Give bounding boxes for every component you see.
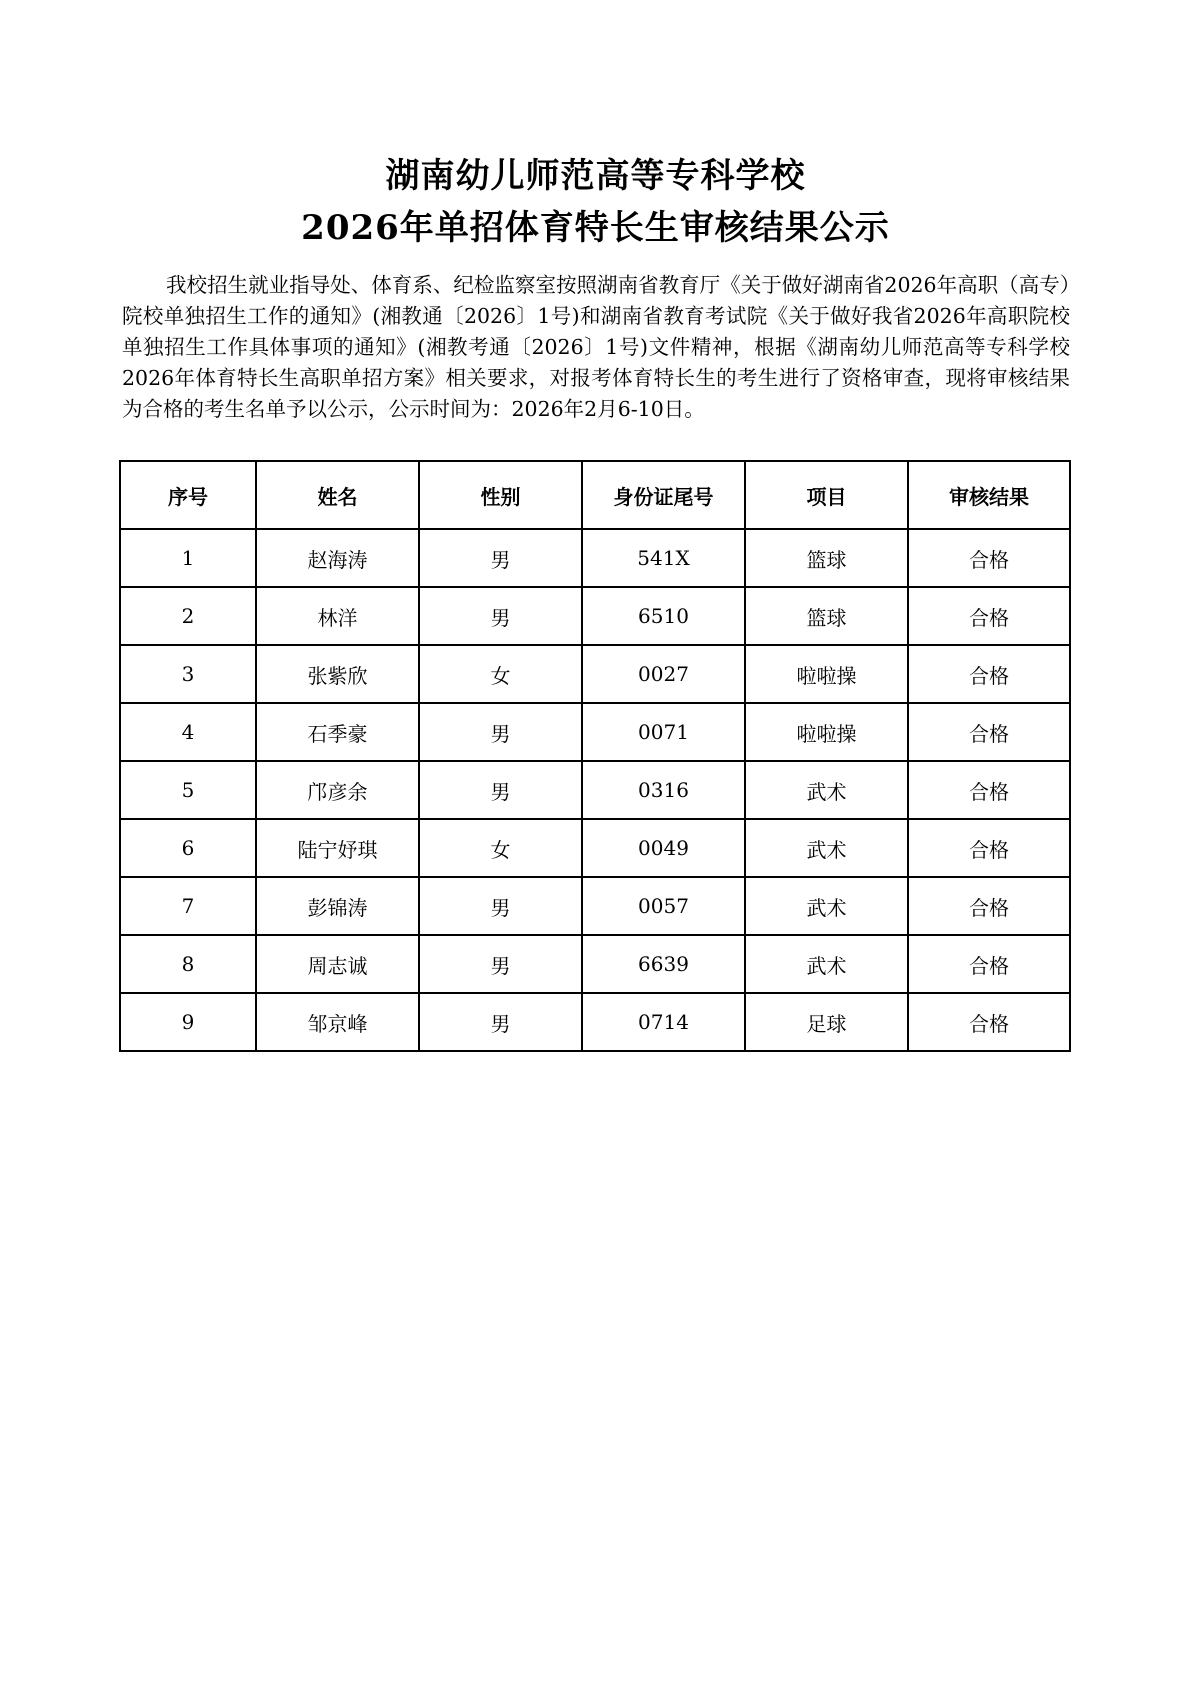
table-row xyxy=(120,587,1070,645)
cell-name: 邹京峰 xyxy=(256,993,419,1051)
cell-gender: 女 xyxy=(419,645,582,703)
cell-name: 林洋 xyxy=(256,587,419,645)
header-name: 姓名 xyxy=(256,461,419,529)
table-row xyxy=(120,703,1070,761)
cell-index: 2 xyxy=(120,587,256,645)
table-row xyxy=(120,819,1070,877)
cell-id-suffix: 0027 xyxy=(582,645,745,703)
cell-event: 足球 xyxy=(745,993,908,1051)
cell-index: 8 xyxy=(120,935,256,993)
cell-gender: 男 xyxy=(419,703,582,761)
cell-gender: 男 xyxy=(419,529,582,587)
cell-gender: 男 xyxy=(419,935,582,993)
cell-name: 赵海涛 xyxy=(256,529,419,587)
cell-id-suffix: 0049 xyxy=(582,819,745,877)
cell-id-suffix: 0714 xyxy=(582,993,745,1051)
cell-result: 合格 xyxy=(908,819,1070,877)
notice-paragraph xyxy=(122,270,1070,425)
document-title-notice: 2026年单招体育特长生审核结果公示 xyxy=(301,208,890,248)
header-event: 项目 xyxy=(745,461,908,529)
cell-index: 3 xyxy=(120,645,256,703)
cell-event: 武术 xyxy=(745,935,908,993)
header-gender: 性别 xyxy=(419,461,582,529)
cell-result: 合格 xyxy=(908,587,1070,645)
cell-event: 武术 xyxy=(745,761,908,819)
cell-result: 合格 xyxy=(908,935,1070,993)
header-index: 序号 xyxy=(120,461,256,529)
notice-text: 我校招生就业指导处、体育系、纪检监察室按照湖南省教育厅《关于做好湖南省2026年高职（高专）院校单独招生工作的通知》(湘教通〔2026〕1号)和湖南省教育考试院《关于做好我省2026年高职院校单独招生工作具体事项的通知》(湘教考通〔2026〕1号)文件精神，根据《湖南幼儿师范高等专科学校2026年体育特长生高职单招方案》相关要求，对报考体育特长生的考生进行了资格审查，现将审核结果为合格的考生名单予以公示，公示时间为：2026年2月6-10日。 xyxy=(122,273,1070,421)
cell-index: 9 xyxy=(120,993,256,1051)
cell-id-suffix: 0071 xyxy=(582,703,745,761)
cell-id-suffix: 541X xyxy=(582,529,745,587)
cell-event: 啦啦操 xyxy=(745,645,908,703)
header-id-suffix: 身份证尾号 xyxy=(582,461,745,529)
cell-gender: 男 xyxy=(419,587,582,645)
document-title-school: 湖南幼儿师范高等专科学校 xyxy=(385,156,806,196)
cell-name: 彭锦涛 xyxy=(256,877,419,935)
cell-gender: 男 xyxy=(419,993,582,1051)
cell-name: 邝彦余 xyxy=(256,761,419,819)
table-row xyxy=(120,645,1070,703)
cell-id-suffix: 0316 xyxy=(582,761,745,819)
cell-result: 合格 xyxy=(908,703,1070,761)
cell-name: 张紫欣 xyxy=(256,645,419,703)
table-row xyxy=(120,529,1070,587)
cell-event: 篮球 xyxy=(745,529,908,587)
cell-gender: 男 xyxy=(419,877,582,935)
cell-index: 4 xyxy=(120,703,256,761)
table-header-row xyxy=(120,461,1070,529)
cell-event: 啦啦操 xyxy=(745,703,908,761)
cell-event: 武术 xyxy=(745,877,908,935)
cell-name: 石季豪 xyxy=(256,703,419,761)
cell-id-suffix: 0057 xyxy=(582,877,745,935)
cell-id-suffix: 6639 xyxy=(582,935,745,993)
cell-result: 合格 xyxy=(908,645,1070,703)
results-table xyxy=(119,460,1071,1052)
cell-gender: 女 xyxy=(419,819,582,877)
cell-index: 7 xyxy=(120,877,256,935)
cell-result: 合格 xyxy=(908,993,1070,1051)
cell-name: 周志诚 xyxy=(256,935,419,993)
header-result: 审核结果 xyxy=(908,461,1070,529)
cell-id-suffix: 6510 xyxy=(582,587,745,645)
table-row xyxy=(120,877,1070,935)
cell-event: 武术 xyxy=(745,819,908,877)
cell-result: 合格 xyxy=(908,877,1070,935)
table-row xyxy=(120,993,1070,1051)
cell-result: 合格 xyxy=(908,761,1070,819)
table-row xyxy=(120,935,1070,993)
table-row xyxy=(120,761,1070,819)
cell-result: 合格 xyxy=(908,529,1070,587)
cell-index: 1 xyxy=(120,529,256,587)
cell-index: 6 xyxy=(120,819,256,877)
cell-index: 5 xyxy=(120,761,256,819)
cell-event: 篮球 xyxy=(745,587,908,645)
cell-name: 陆宁妤琪 xyxy=(256,819,419,877)
cell-gender: 男 xyxy=(419,761,582,819)
